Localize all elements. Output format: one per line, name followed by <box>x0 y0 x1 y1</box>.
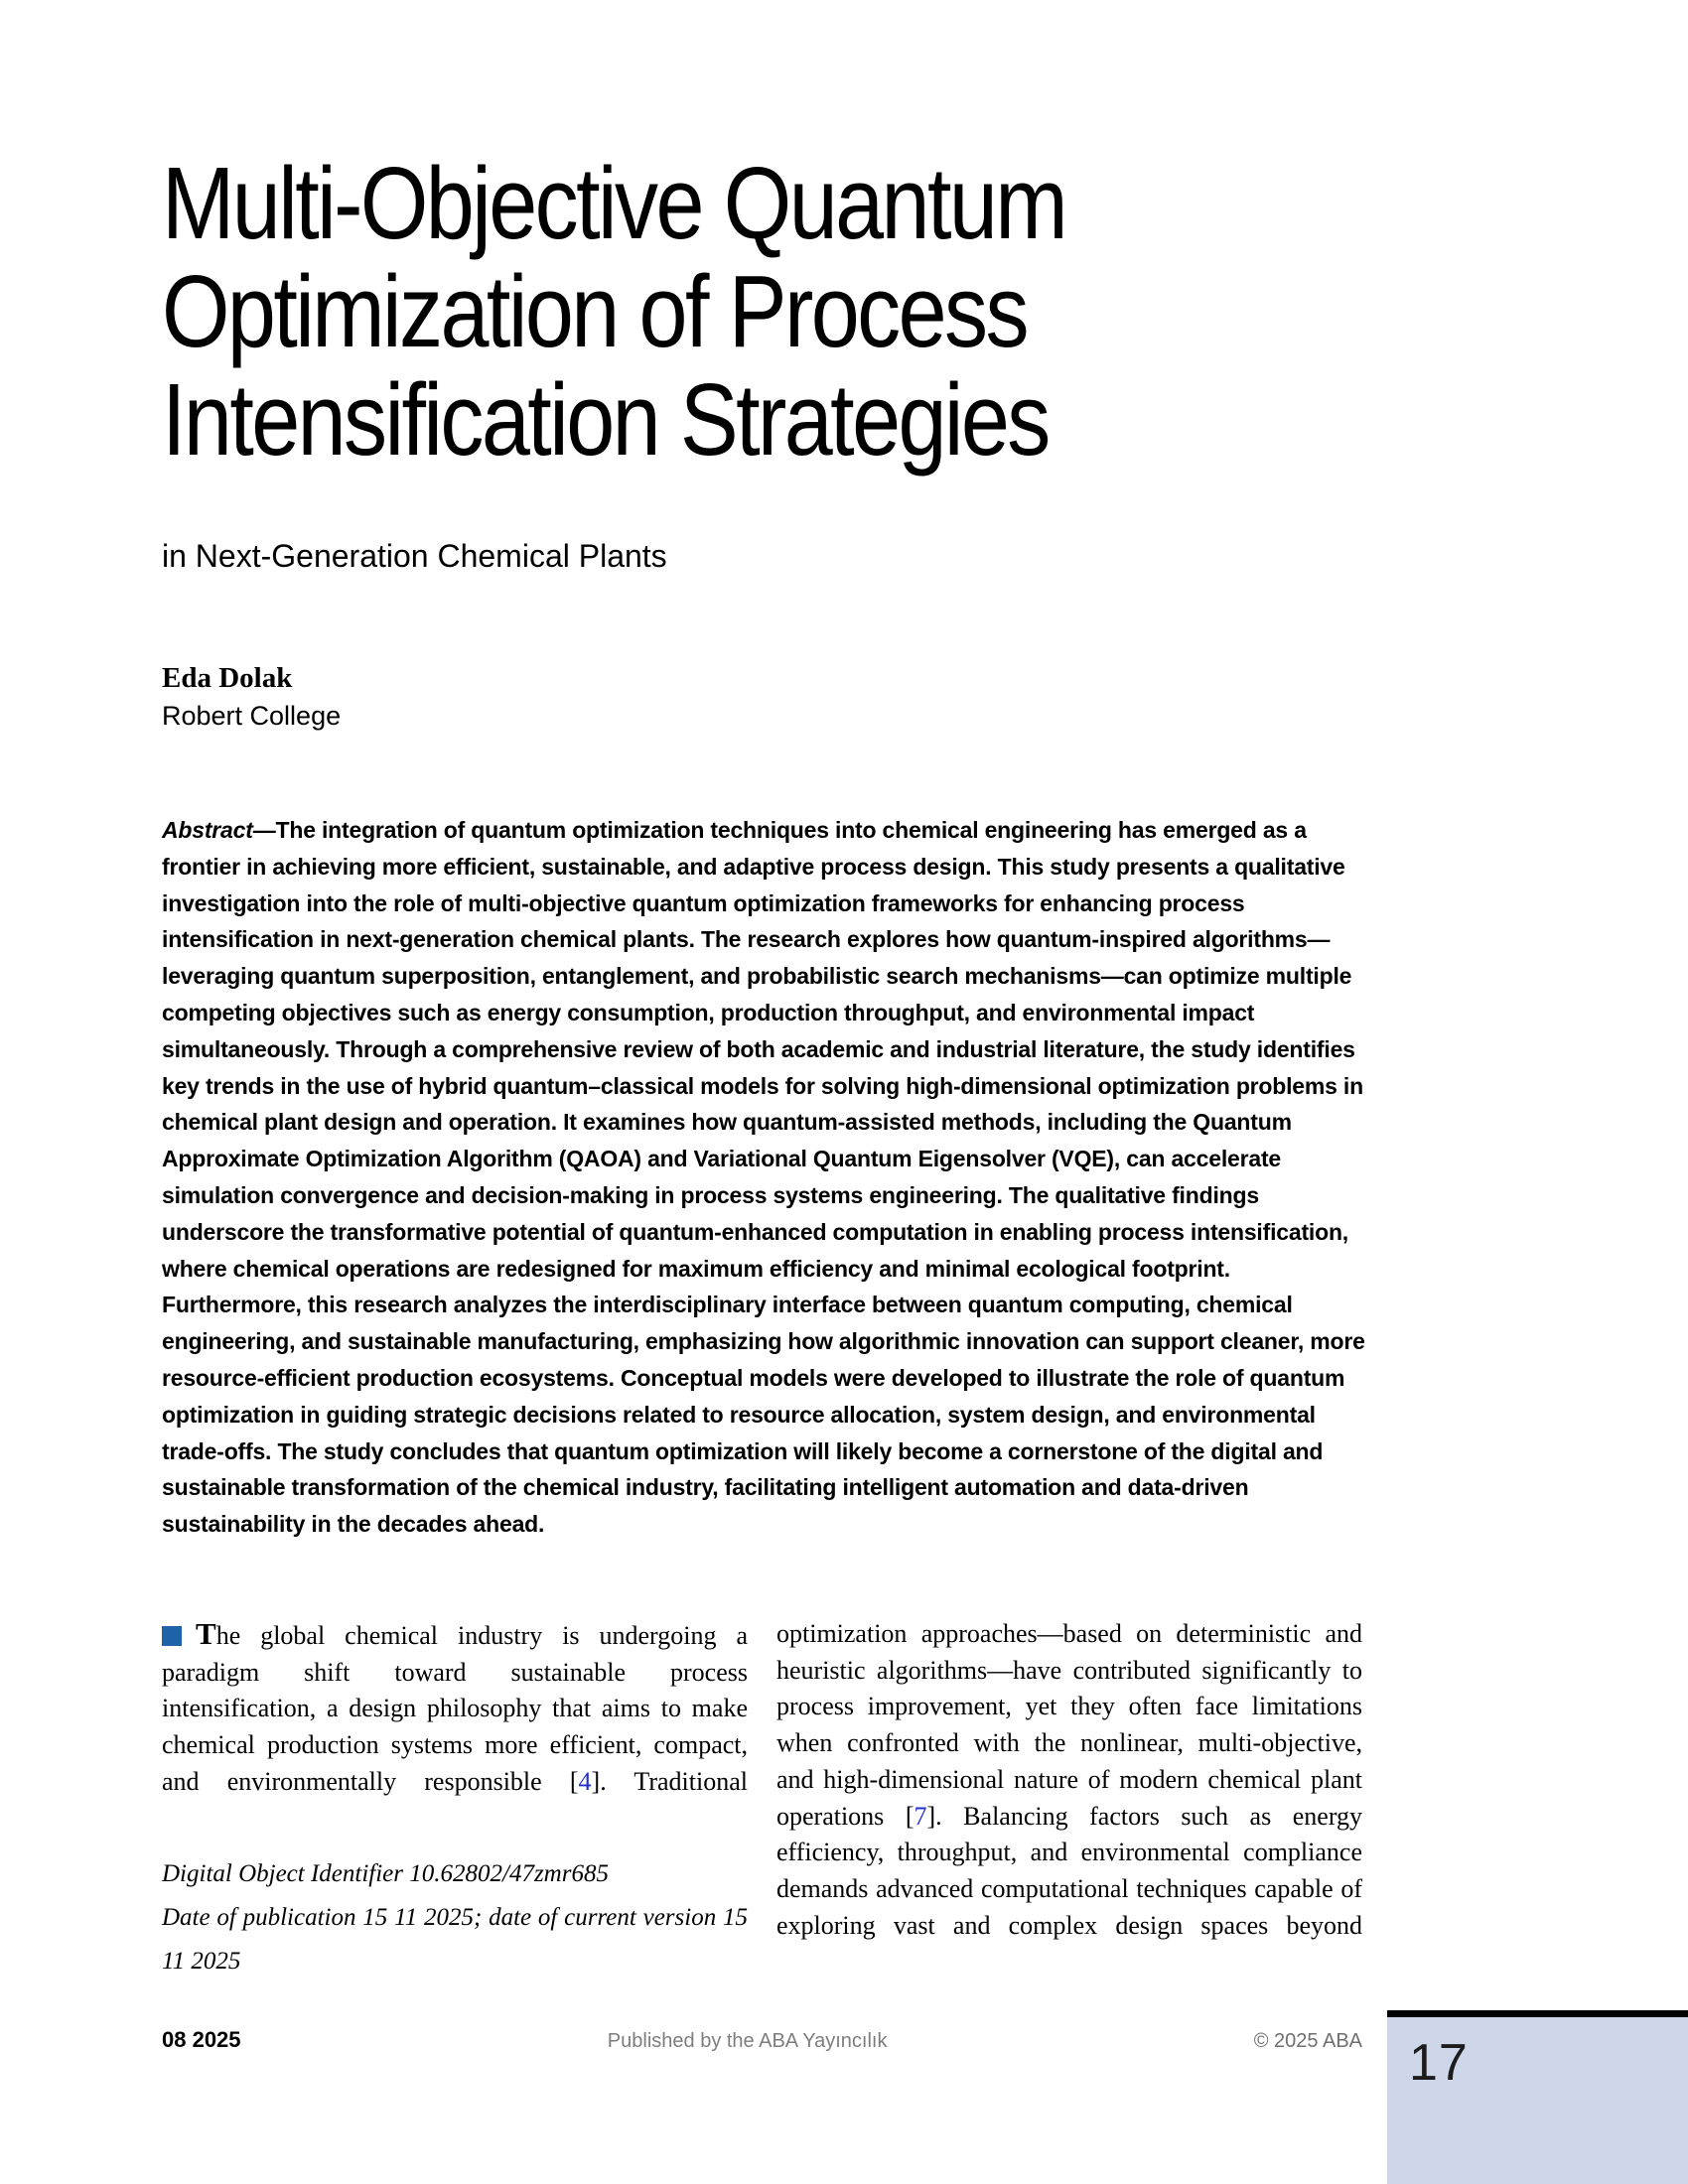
page-title-line-3: Intensification Strategies <box>162 362 1049 477</box>
footer-publisher: Published by the ABA Yayıncılık <box>607 2030 888 2052</box>
intro-text-right-after: ]. Balancing factors such as energy efficiency, throughput, and environmental compliance demands advanced computational techniques capable of exploring vast and complex design spaces beyond <box>776 1801 1363 1940</box>
intro-column-right <box>776 1616 1362 1944</box>
abstract-paragraph <box>162 812 1365 1543</box>
footnote-doi: Digital Object Identifier 10.62802/47zmr685 <box>162 1860 609 1887</box>
intro-text-left-after: ]. Traditional <box>591 1766 748 1796</box>
page-number: 17 <box>1409 2034 1469 2092</box>
page-subtitle: in Next-Generation Chemical Plants <box>162 538 667 574</box>
page-title <box>162 146 1066 477</box>
citation-link-4[interactable]: 4 <box>578 1766 592 1796</box>
abstract-text: —The integration of quantum optimization techniques into chemical engineering has emerged as a frontier in achieving more efficient, sustainable, and adaptive process design. This study presents a qualitative investigation into the role of multi-objective quantum optimization frameworks for enhancing process intensification in next-generation chemical plants. The research explores how quantum-inspired algorithms—leveraging quantum superposition, entanglement, and probabilistic search mechanisms—can optimize multiple competing objectives such as energy consumption, production throughput, and environmental impact simultaneously. Through a comprehensive review of both academic and industrial literature, the study identifies key trends in the use of hybrid quantum–classical models for solving high-dimensional optimization problems in chemical plant design and operation. It examines how quantum-assisted methods, including the Quantum Approximate Optimization Algorithm (QAOA) and Variational Quantum Eigensolver (VQE), can accelerate simulation convergence and decision-making in process systems engineering. The qualitative findings underscore the transformative potential of quantum-enhanced computation in enabling process intensification, where chemical operations are redesigned for maximum efficiency and minimal ecological footprint. Furthermore, this research analyzes the interdisciplinary interface between quantum computing, chemical engineering, and sustainable manufacturing, emphasizing how algorithmic innovation can support cleaner, more resource-efficient production ecosystems. Conceptual models were developed to illustrate the role of quantum optimization in guiding strategic decisions related to resource allocation, system design, and environmental trade-offs. The study concludes that quantum optimization will likely become a cornerstone of the digital and sustainable transformation of the chemical industry, facilitating intelligent automation and data-driven sustainability in the decades ahead. <box>162 817 1365 1538</box>
citation-link-7[interactable]: 7 <box>914 1801 927 1831</box>
intro-text-left: he global chemical industry is undergoing a paradigm shift toward sustainable process intensification, a design philosophy that aims to make chemical production systems more efficient, compact, and environmentally responsible [ <box>162 1621 748 1796</box>
author-name: Eda Dolak <box>162 662 293 694</box>
abstract-label: Abstract <box>162 817 253 843</box>
footnote-dates: Date of publication 15 11 2025; date of current version 15 11 2025 <box>162 1904 748 1975</box>
page-footer <box>162 2027 1362 2053</box>
page-title-line-2: Optimization of Process <box>162 254 1027 368</box>
drop-cap: T <box>196 1616 216 1651</box>
footer-issue-date: 08 2025 <box>162 2027 241 2052</box>
author-affiliation: Robert College <box>162 701 342 731</box>
first-page-footnote <box>162 1852 748 1983</box>
footer-copyright: © 2025 ABA <box>1253 2030 1362 2052</box>
page-number-box <box>1387 2010 1688 2184</box>
paragraph-marker-square <box>162 1626 182 1646</box>
page-title-line-1: Multi-Objective Quantum <box>162 146 1066 260</box>
intro-text-right: optimization approaches—based on deterministic and heuristic algorithms—have contributed significantly to process improvement, yet they often face limitations when confronted with the nonlinear, multi-objective, and high-dimensional nature of modern chemical plant operations [ <box>776 1619 1362 1831</box>
author-block <box>162 659 341 735</box>
